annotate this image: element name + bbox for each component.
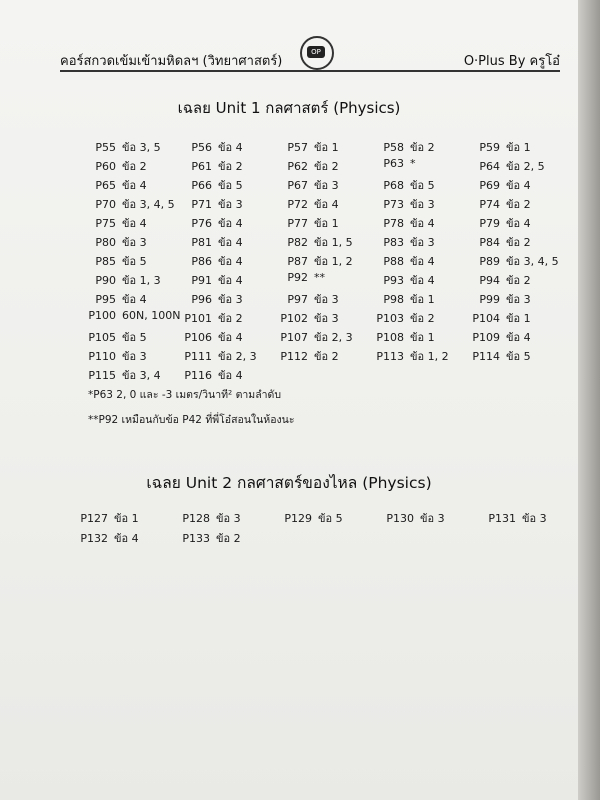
- answer-text: ข้อ 4: [122, 217, 147, 230]
- page-number: P61: [191, 160, 212, 173]
- answer-text: ข้อ 1: [314, 141, 339, 154]
- answer-text: ข้อ 4: [410, 255, 435, 268]
- answer-entry: [472, 252, 559, 270]
- answer-entry: [472, 176, 531, 194]
- page-number: P109: [472, 331, 500, 344]
- answer-entry: [184, 290, 243, 308]
- page-number: P100: [88, 309, 116, 322]
- answer-entry: [280, 271, 325, 284]
- answer-text: ข้อ 4: [506, 179, 531, 192]
- answer-entry: [472, 309, 531, 327]
- answer-text: ข้อ 2: [314, 160, 339, 173]
- answer-text: ข้อ 1, 5: [314, 236, 353, 249]
- answer-text: **: [314, 271, 325, 284]
- answer-entry: [386, 509, 445, 527]
- answer-entry: [376, 233, 435, 251]
- answer-entry: [184, 347, 257, 365]
- answer-entry: [376, 195, 435, 213]
- page-number: P94: [479, 274, 500, 287]
- answer-text: ข้อ 2: [122, 160, 147, 173]
- answer-entry: [280, 157, 339, 175]
- page-header: [60, 36, 570, 74]
- answer-entry: [376, 176, 435, 194]
- answer-text: ข้อ 3: [218, 198, 243, 211]
- answer-text: ข้อ 3, 4: [122, 369, 161, 382]
- page-number: P101: [184, 312, 212, 325]
- page-number: P130: [386, 512, 414, 525]
- answer-text: ข้อ 3: [410, 236, 435, 249]
- page-number: P116: [184, 369, 212, 382]
- page-number: P89: [479, 255, 500, 268]
- answer-text: ข้อ 2: [410, 141, 435, 154]
- answer-entry: [88, 328, 147, 346]
- answer-entry: [88, 366, 161, 384]
- answer-entry: [280, 138, 339, 156]
- page-number: P131: [488, 512, 516, 525]
- page-number: P77: [287, 217, 308, 230]
- page-number: P69: [479, 179, 500, 192]
- answer-entry: [182, 509, 241, 527]
- page-number: P91: [191, 274, 212, 287]
- answer-text: ข้อ 1: [410, 331, 435, 344]
- page-number: P98: [383, 293, 404, 306]
- answer-entry: [88, 176, 147, 194]
- page-number: P70: [95, 198, 116, 211]
- unit2-title: เฉลย Unit 2 กลศาสตร์ของไหล (Physics): [146, 474, 432, 492]
- answer-text: ข้อ 2: [506, 198, 531, 211]
- brand-name: O·Plus By ครูโอ๋: [463, 54, 560, 69]
- answer-entry: [472, 271, 531, 289]
- course-title: คอร์สกวดเข้มเข้ามหิดลฯ (วิทยาศาสตร์): [60, 54, 283, 69]
- answer-text: ข้อ 1: [114, 512, 139, 525]
- answer-text: ข้อ 4: [218, 274, 243, 287]
- page-number: P86: [191, 255, 212, 268]
- answer-text: ข้อ 2: [410, 312, 435, 325]
- answer-entry: [280, 176, 339, 194]
- page-number: P99: [479, 293, 500, 306]
- answer-entry: [88, 195, 175, 213]
- page-number: P74: [479, 198, 500, 211]
- answer-text: ข้อ 4: [122, 293, 147, 306]
- page-number: P111: [184, 350, 212, 363]
- page-number: P72: [287, 198, 308, 211]
- page-number: P64: [479, 160, 500, 173]
- unit1-notes: [88, 386, 294, 436]
- answer-entry: [184, 252, 243, 270]
- answer-text: ข้อ 4: [114, 532, 139, 545]
- answer-text: ข้อ 3, 4, 5: [506, 255, 559, 268]
- page-number: P85: [95, 255, 116, 268]
- page-number: P60: [95, 160, 116, 173]
- answer-entry: [184, 157, 243, 175]
- answer-text: ข้อ 2: [506, 274, 531, 287]
- answer-entry: [280, 233, 353, 251]
- unit1-title: เฉลย Unit 1 กลศาสตร์ (Physics): [177, 99, 401, 117]
- answer-entry: [88, 290, 147, 308]
- answer-entry: [284, 509, 343, 527]
- answer-entry: [280, 309, 339, 327]
- page-number: P93: [383, 274, 404, 287]
- answer-text: ข้อ 2: [314, 350, 339, 363]
- answer-text: ข้อ 5: [122, 331, 147, 344]
- answer-entry: [280, 214, 339, 232]
- answer-text: ข้อ 3: [314, 179, 339, 192]
- header-divider: [60, 70, 560, 72]
- footnote: **P92 เหมือนกับข้อ P42 ที่พี่โอ๋สอนในห้องนะ: [88, 414, 295, 426]
- answer-text: ข้อ 3: [218, 293, 243, 306]
- answer-text: ข้อ 4: [218, 141, 243, 154]
- answer-entry: [472, 157, 545, 175]
- answer-text: ข้อ 3: [122, 236, 147, 249]
- answer-text: ข้อ 5: [122, 255, 147, 268]
- page-number: P59: [479, 141, 500, 154]
- page-number: P67: [287, 179, 308, 192]
- page-number: P84: [479, 236, 500, 249]
- page-number: P102: [280, 312, 308, 325]
- page-number: P65: [95, 179, 116, 192]
- page-number: P96: [191, 293, 212, 306]
- answer-text: ข้อ 4: [218, 369, 243, 382]
- answer-entry: [472, 347, 531, 365]
- answer-text: ข้อ 4: [122, 179, 147, 192]
- page-number: P57: [287, 141, 308, 154]
- answer-entry: [184, 309, 243, 327]
- answer-text: ข้อ 3, 4, 5: [122, 198, 175, 211]
- page-number: P90: [95, 274, 116, 287]
- page-number: P79: [479, 217, 500, 230]
- answer-text: ข้อ 3: [522, 512, 547, 525]
- answer-entry: [88, 347, 147, 365]
- answer-entry: [184, 195, 243, 213]
- answer-text: ข้อ 1, 2: [410, 350, 449, 363]
- page-number: P127: [80, 512, 108, 525]
- answer-entry: [472, 290, 531, 308]
- answer-text: ข้อ 2, 3: [314, 331, 353, 344]
- answer-text: ข้อ 2, 5: [506, 160, 545, 173]
- answer-entry: [376, 271, 435, 289]
- page-number: P63: [383, 157, 404, 170]
- answer-text: ข้อ 5: [410, 179, 435, 192]
- answer-entry: [280, 252, 353, 270]
- answer-entry: [376, 252, 435, 270]
- logo-text: OP: [307, 46, 325, 58]
- answer-text: ข้อ 4: [410, 274, 435, 287]
- answer-entry: [472, 328, 531, 346]
- answer-entry: [184, 138, 243, 156]
- page-number: P114: [472, 350, 500, 363]
- answer-text: ข้อ 1: [410, 293, 435, 306]
- answer-entry: [280, 328, 353, 346]
- answer-entry: [472, 195, 531, 213]
- page-number: P73: [383, 198, 404, 211]
- answer-entry: [80, 529, 139, 547]
- answer-entry: [376, 328, 435, 346]
- answer-entry: [88, 271, 161, 289]
- page-number: P76: [191, 217, 212, 230]
- page-number: P112: [280, 350, 308, 363]
- answer-text: ข้อ 5: [506, 350, 531, 363]
- answer-text: ข้อ 1, 3: [122, 274, 161, 287]
- page-number: P105: [88, 331, 116, 344]
- page-number: P113: [376, 350, 404, 363]
- answer-text: ข้อ 2: [506, 236, 531, 249]
- page-number: P115: [88, 369, 116, 382]
- answer-entry: [376, 157, 416, 170]
- unit2-answer-grid: [80, 509, 570, 559]
- answer-text: ข้อ 3: [410, 198, 435, 211]
- answer-text: ข้อ 4: [506, 331, 531, 344]
- answer-text: ข้อ 2, 3: [218, 350, 257, 363]
- answer-text: ข้อ 5: [218, 179, 243, 192]
- answer-text: ข้อ 4: [218, 255, 243, 268]
- page-number: P108: [376, 331, 404, 344]
- answer-entry: [88, 157, 147, 175]
- answer-entry: [472, 138, 531, 156]
- answer-text: ข้อ 3, 5: [122, 141, 161, 154]
- answer-entry: [88, 309, 180, 322]
- page-number: P68: [383, 179, 404, 192]
- answer-text: ข้อ 4: [410, 217, 435, 230]
- page-number: P92: [287, 271, 308, 284]
- answer-text: ข้อ 2: [216, 532, 241, 545]
- answer-entry: [182, 529, 241, 547]
- answer-entry: [376, 309, 435, 327]
- answer-text: ข้อ 3: [314, 312, 339, 325]
- answer-text: ข้อ 4: [218, 236, 243, 249]
- answer-text: ข้อ 2: [218, 160, 243, 173]
- page-number: P103: [376, 312, 404, 325]
- page-number: P110: [88, 350, 116, 363]
- answer-entry: [88, 233, 147, 251]
- answer-text: ข้อ 3: [122, 350, 147, 363]
- page-number: P55: [95, 141, 116, 154]
- answer-entry: [280, 290, 339, 308]
- answer-entry: [184, 176, 243, 194]
- answer-text: ข้อ 3: [216, 512, 241, 525]
- answer-text: ข้อ 4: [506, 217, 531, 230]
- page-number: P62: [287, 160, 308, 173]
- page-number: P81: [191, 236, 212, 249]
- answer-entry: [472, 233, 531, 251]
- brand-logo: [300, 36, 334, 70]
- answer-entry: [184, 214, 243, 232]
- answer-entry: [184, 328, 243, 346]
- page-number: P95: [95, 293, 116, 306]
- page-number: P133: [182, 532, 210, 545]
- answer-entry: [280, 347, 339, 365]
- answer-entry: [184, 271, 243, 289]
- page-number: P80: [95, 236, 116, 249]
- footnote: *P63 2, 0 และ -3 เมตร/วินาที² ตามลำดับ: [88, 389, 282, 401]
- answer-text: ข้อ 1, 2: [314, 255, 353, 268]
- page-number: P58: [383, 141, 404, 154]
- page-number: P83: [383, 236, 404, 249]
- answer-text: 60N, 100N: [122, 309, 181, 322]
- answer-entry: [376, 138, 435, 156]
- answer-text: ข้อ 3: [506, 293, 531, 306]
- answer-text: ข้อ 3: [420, 512, 445, 525]
- page-number: P107: [280, 331, 308, 344]
- page-number: P132: [80, 532, 108, 545]
- answer-entry: [280, 195, 339, 213]
- answer-entry: [376, 290, 435, 308]
- answer-text: ข้อ 1: [506, 312, 531, 325]
- answer-text: ข้อ 3: [314, 293, 339, 306]
- answer-text: ข้อ 1: [506, 141, 531, 154]
- answer-text: ข้อ 4: [218, 331, 243, 344]
- page-number: P88: [383, 255, 404, 268]
- page-number: P66: [191, 179, 212, 192]
- answer-entry: [88, 252, 147, 270]
- page-number: P104: [472, 312, 500, 325]
- page-number: P78: [383, 217, 404, 230]
- page-number: P56: [191, 141, 212, 154]
- page-number: P129: [284, 512, 312, 525]
- answer-text: ข้อ 1: [314, 217, 339, 230]
- answer-entry: [472, 214, 531, 232]
- answer-text: ข้อ 4: [314, 198, 339, 211]
- answer-entry: [488, 509, 547, 527]
- answer-entry: [376, 347, 449, 365]
- answer-text: ข้อ 5: [318, 512, 343, 525]
- page-edge: [578, 0, 600, 800]
- answer-entry: [88, 214, 147, 232]
- answer-entry: [376, 214, 435, 232]
- page-number: P71: [191, 198, 212, 211]
- page-number: P106: [184, 331, 212, 344]
- answer-text: ข้อ 2: [218, 312, 243, 325]
- answer-text: *: [410, 157, 416, 170]
- answer-entry: [88, 138, 161, 156]
- page-number: P75: [95, 217, 116, 230]
- unit1-answer-grid: [88, 138, 568, 388]
- page-number: P128: [182, 512, 210, 525]
- page-number: P82: [287, 236, 308, 249]
- answer-entry: [80, 509, 139, 527]
- answer-text: ข้อ 4: [218, 217, 243, 230]
- answer-entry: [184, 366, 243, 384]
- page-number: P97: [287, 293, 308, 306]
- answer-entry: [184, 233, 243, 251]
- page-number: P87: [287, 255, 308, 268]
